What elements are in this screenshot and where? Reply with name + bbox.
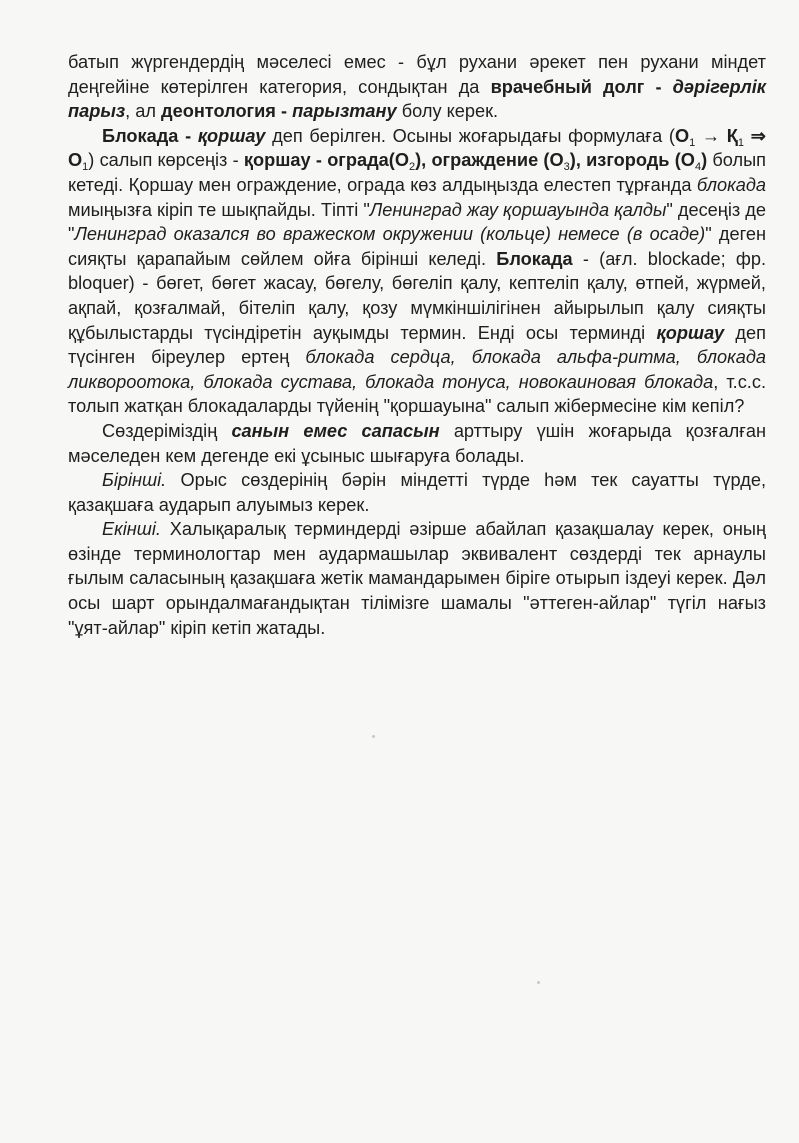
formula-subscript: 1 [82, 161, 89, 174]
double-arrow-icon: ⇒ [750, 125, 766, 146]
bold-italic-term: қоршау [656, 322, 725, 343]
formula-subscript: 3 [563, 161, 570, 174]
paragraph-1 [68, 50, 766, 124]
bold-italic-term: санын емес сапасын [231, 420, 440, 441]
formula-symbol: О [68, 150, 83, 171]
formula-subscript: 2 [408, 161, 416, 174]
text: Халықаралық терминдерді әзірше абайлап қазақшалау керек, оның өзінде терминологтар мен аудармашылар эквивалент сөздерді тек арнаулы ғылым саласының қазақшаға жетік мамандарымен біріге отырып іздеуі керек. Дәл осы шарт орындалмағандықтан тілімізге шамалы "әттеген-айлар" түгіл нағыз "ұят-айлар" кіріп кетіп жатады. [68, 519, 766, 638]
text: , т.с.с. толып жатқан блокадаларды түйенің "қоршауына" салып жібермесіне кім кепіл? [68, 371, 767, 417]
text: - [310, 150, 328, 171]
bold-term: ограда(О [327, 150, 409, 171]
text: миыңызға кіріп те шықпайды. Тіпті " [68, 199, 370, 220]
bold-term: Блокада [496, 248, 573, 269]
text: Сөздеріміздің [102, 420, 232, 441]
text: - [275, 101, 293, 122]
paragraph-3 [68, 419, 766, 468]
bold-italic-term: дәрігерлік парыз [68, 76, 767, 122]
bold-italic-term: қоршау [197, 125, 266, 146]
paragraph-4 [68, 468, 766, 517]
text: " десеңіз де " [68, 199, 767, 245]
italic-term: блокада [696, 174, 766, 195]
italic-heading: Екінші. [102, 519, 161, 540]
bold-term: ) [701, 150, 708, 171]
formula-subscript: 1 [689, 136, 696, 149]
text: , ал [125, 101, 162, 122]
arrow-icon: → [695, 125, 727, 146]
formula-symbol: О [674, 125, 690, 146]
text: деп берілген. Осыны жоғарыдағы формулаға ( [265, 125, 675, 146]
document-page [68, 50, 766, 640]
text: - [178, 125, 198, 146]
italic-list: блокада сердца, блокада альфа-ритма, блокада ликвороотока, блокада сустава, блокада тонуса, новокаиновая блокада [68, 347, 766, 392]
paragraph-5 [68, 517, 766, 640]
formula-subscript: 1 [737, 136, 745, 149]
bold-term: врачебный долг [490, 76, 645, 97]
italic-quote: Ленинград жау қоршауында қалды [369, 199, 667, 220]
paragraph-2 [68, 124, 766, 419]
scan-speck [372, 735, 375, 738]
text: батып жүргендердің мәселесі емес - бұл рухани әрекет пен рухани міндет деңгейіне көтерілген категория, сондықтан да [68, 52, 766, 97]
text: ) салып көрсеңіз - [88, 150, 244, 171]
bold-italic-term: парызтану [292, 101, 397, 122]
italic-quote: Ленинград оказался во вражеском окружении (кольце) немесе (в осаде) [74, 224, 706, 245]
text: болу керек. [396, 101, 499, 122]
bold-term: Блокада [102, 125, 179, 146]
italic-heading: Бірінші. [102, 470, 167, 491]
text: Орыс сөздерінің бәрін міндетті түрде һәм тек сауатты түрде, қазақшаға аударып алуымыз керек. [68, 470, 766, 515]
text: - (ағл. blockade; фр. bloquer) - бөгет, бөгет жасау, бөгелу, бөгеліп қалу, кептеліп қалу, өтпей, жүрмей, ақпай, қозғалмай, бітеліп қалу, қозу мүмкіншілігінен айырылып қалу сияқты құбылыстарды түсіндіретін ауқымды термин. Енді осы терминді [68, 248, 766, 343]
text: - [644, 76, 673, 97]
text: деп түсінген біреулер ертең [68, 322, 766, 368]
text: болып кетеді. Қоршау мен ограждение, ограда көз алдыңызда елестеп тұрғанда [68, 150, 767, 195]
formula-symbol: Қ [726, 125, 738, 146]
bold-term: ), ограждение (О [415, 150, 564, 171]
bold-term: ), изгородь (О [569, 150, 695, 171]
bold-term: деонтология [161, 101, 276, 122]
formula-subscript: 4 [694, 161, 702, 174]
text: арттыру үшін жоғарыда қозғалған мәселеден кем дегенде екі ұсыныс шығаруға болады. [68, 420, 766, 466]
bold-term: қоршау [243, 150, 311, 171]
scan-speck [537, 981, 540, 984]
text: " деген сияқты қарапайым сөйлем ойға бірінші келеді. [68, 224, 766, 269]
